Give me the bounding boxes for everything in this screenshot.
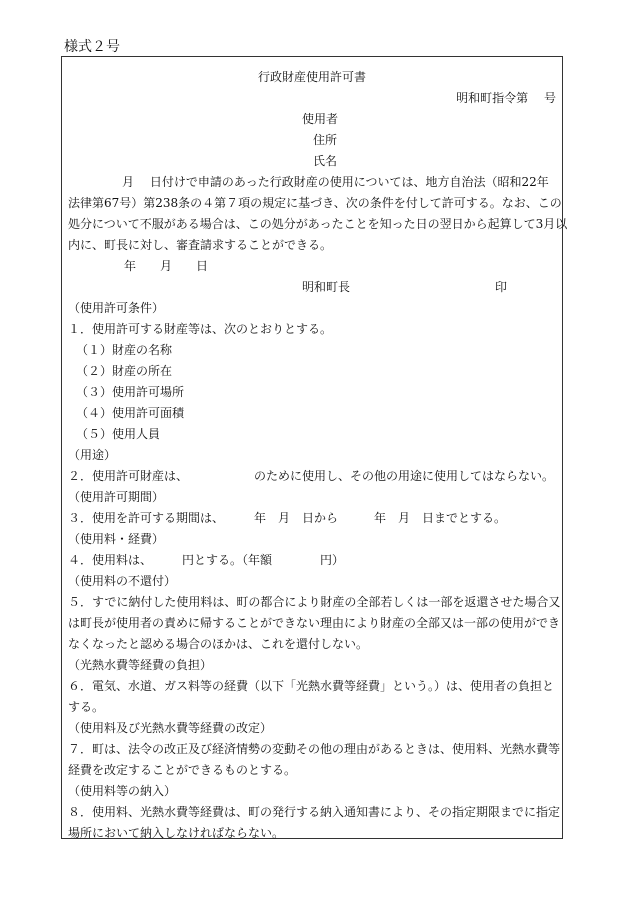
body-line: 処分について不服がある場合は、この処分があったことを知った日の翌日から起算して3月以 bbox=[68, 217, 568, 231]
section-heading-utility: （光熱水費等経費の負担） bbox=[68, 658, 213, 672]
condition-8-line: 場所において納入しなければならない。 bbox=[68, 826, 285, 840]
section-heading-period: （使用許可期間） bbox=[68, 490, 165, 504]
document-title: 行政財産使用許可書 bbox=[257, 70, 366, 84]
form-number: 様式２号 bbox=[64, 39, 120, 55]
property-item: （１）財産の名称 bbox=[76, 343, 173, 357]
document-number: 明和町指令第 号 bbox=[456, 91, 556, 105]
condition-3: ３．使用を許可する期間は、 年 月 日から 年 月 日までとする。 bbox=[68, 511, 507, 525]
body-line: 月 日付けで申請のあった行政財産の使用については、地方自治法（昭和22年 bbox=[122, 175, 549, 189]
condition-4: ４．使用料は、 円とする。（年額 円） bbox=[68, 553, 345, 567]
property-item: （４）使用許可面積 bbox=[76, 406, 185, 420]
section-heading-nonrefund: （使用料の不還付） bbox=[68, 574, 177, 588]
condition-1: １．使用許可する財産等は、次のとおりとする。 bbox=[68, 322, 333, 336]
section-heading-fee: （使用料・経費） bbox=[68, 532, 165, 546]
property-item: （２）財産の所在 bbox=[76, 364, 173, 378]
property-item: （５）使用人員 bbox=[76, 427, 161, 441]
body-line: 法律第67号）第238条の４第７項の規定に基づき、次の条件を付して許可する。なお、この bbox=[68, 196, 562, 210]
permit-document bbox=[61, 56, 568, 840]
date-line: 年 月 日 bbox=[124, 259, 209, 273]
applicant-name-label: 氏名 bbox=[313, 154, 338, 168]
condition-5-line: なくなったと認める場合のほかは、これを還付しない。 bbox=[68, 637, 369, 651]
condition-5-line: は町長が使用者の責めに帰することができない理由により財産の全部又は一部の使用ができ bbox=[68, 616, 561, 630]
condition-2: ２．使用許可財産は、 のために使用し、その他の用途に使用してはならない。 bbox=[68, 469, 555, 483]
condition-7-line: ７．町は、法令の改正及び経済情勢の変動その他の理由があるときは、使用料、光熱水費等 bbox=[68, 742, 561, 756]
issuer: 明和町長 bbox=[302, 280, 351, 294]
applicant-address-label: 住所 bbox=[313, 133, 338, 147]
condition-6-line: する。 bbox=[68, 700, 105, 714]
section-heading-purpose: （用途） bbox=[68, 448, 117, 462]
condition-5-line: ５．すでに納付した使用料は、町の都合により財産の全部若しくは一部を返還させた場合又 bbox=[68, 595, 561, 609]
section-heading-revision: （使用料及び光熱水費等経費の改定） bbox=[68, 721, 273, 735]
applicant-label: 使用者 bbox=[302, 112, 339, 126]
condition-8-line: ８．使用料、光熱水費等経費は、町の発行する納入通知書により、その指定期限までに指定 bbox=[68, 805, 561, 819]
property-item: （３）使用許可場所 bbox=[76, 385, 185, 399]
conditions-header: （使用許可条件） bbox=[68, 301, 165, 315]
section-heading-payment: （使用料等の納入） bbox=[68, 784, 177, 798]
condition-7-line: 経費を改定することができるものとする。 bbox=[68, 763, 297, 777]
condition-6-line: ６．電気、水道、ガス料等の経費（以下「光熱水費等経費」という。）は、使用者の負担と bbox=[68, 679, 555, 693]
seal-mark: 印 bbox=[495, 280, 508, 294]
body-line: 内に、町長に対し、審査請求することができる。 bbox=[68, 238, 333, 252]
